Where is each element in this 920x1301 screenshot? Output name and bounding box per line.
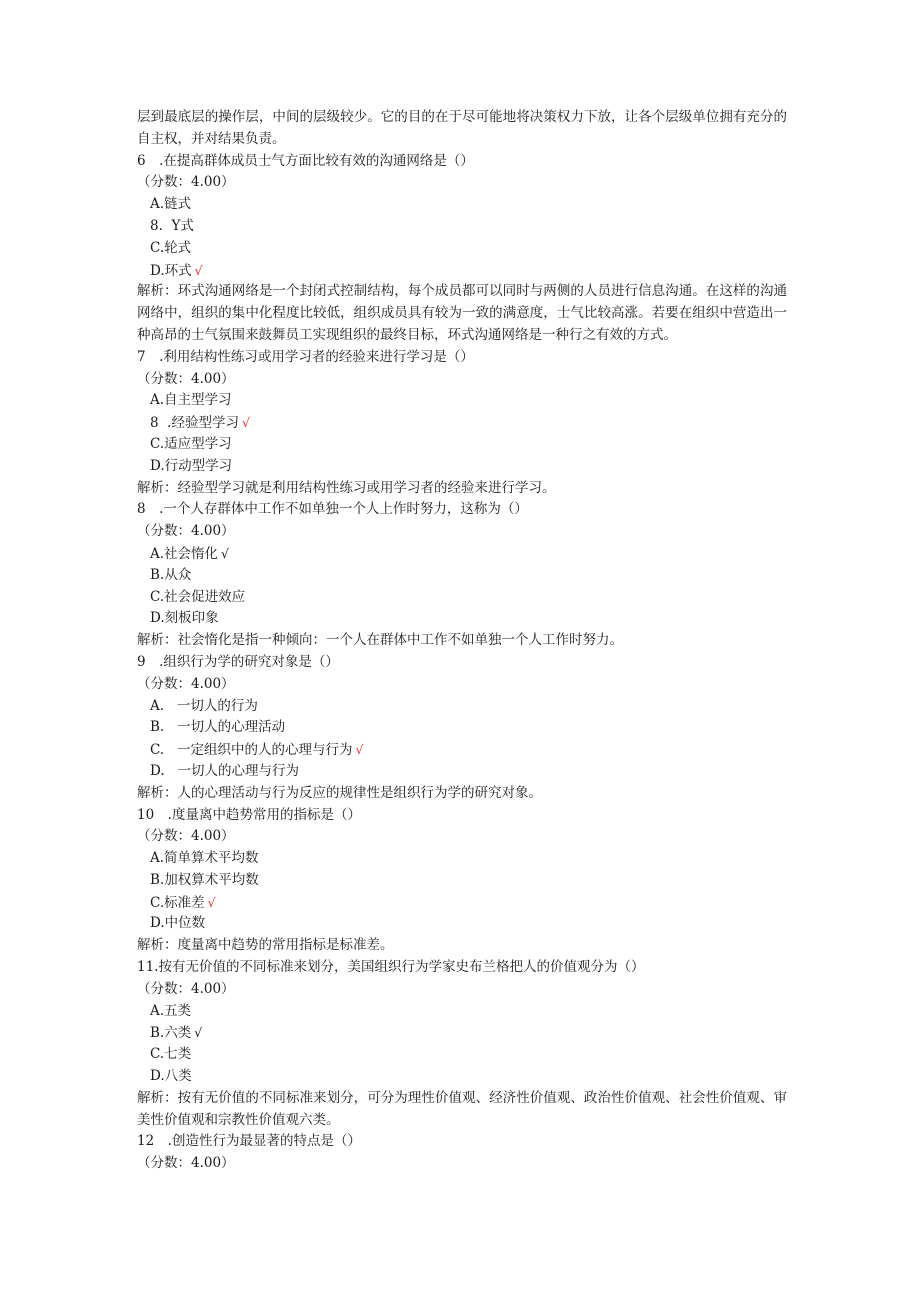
question-7-option-c[interactable]: C.适应型学习 bbox=[150, 435, 232, 452]
question-7-explanation: 解析：经验型学习就是利用结构性练习或用学习者的经验来进行学习。 bbox=[137, 479, 556, 496]
question-8-stem: 8 .一个人存群体中工作不如单独一个人上作时努力，这称为（） bbox=[137, 501, 528, 518]
question-8-option-c[interactable]: C.社会促进效应 bbox=[150, 588, 246, 605]
question-7-option-b[interactable]: 8 .经验型学习 √ bbox=[150, 415, 250, 432]
correct-check-icon: √ bbox=[355, 742, 364, 758]
correct-check-icon: √ bbox=[207, 894, 216, 910]
question-11-option-b[interactable]: B.六类 √ bbox=[150, 1025, 203, 1042]
question-10-option-b[interactable]: B.加权算术平均数 bbox=[150, 871, 259, 888]
question-8-explanation: 解析：社会惰化是指一种倾向：一个人在群体中工作不如单独一个人工作时努力。 bbox=[137, 632, 623, 649]
question-6-stem: 6 .在提高群体成员士气方面比较有效的沟通网络是（） bbox=[137, 152, 474, 169]
question-7-option-a[interactable]: A.自主型学习 bbox=[150, 392, 232, 409]
question-12-score: （分数：4.00） bbox=[137, 1155, 235, 1172]
question-8-option-b[interactable]: B.从众 bbox=[150, 566, 192, 583]
question-6-option-d[interactable]: D.环式 √ bbox=[150, 262, 203, 279]
question-11-stem: 11.按有无价值的不同标准来划分，美国组织行为学家史布兰格把人的价值观分为（） bbox=[137, 959, 645, 976]
question-11-explanation: 解析：按有无价值的不同标准来划分，可分为理性价值观、经济性价值观、政治性价值观、社会性价值观、审美性价值观和宗教性价值观六类。 bbox=[137, 1089, 787, 1128]
question-11-option-d[interactable]: D.八类 bbox=[150, 1068, 192, 1085]
question-9-score: （分数：4.00） bbox=[137, 675, 235, 692]
question-10-option-a[interactable]: A.简单算术平均数 bbox=[150, 850, 259, 867]
question-6-option-b[interactable]: 8. Y式 bbox=[150, 217, 194, 234]
question-10-explanation: 解析：度量离中趋势的常用指标是标准差。 bbox=[137, 937, 394, 954]
question-9-explanation: 解析：人的心理活动与行为反应的规律性是组织行为学的研究对象。 bbox=[137, 784, 542, 801]
question-10-score: （分数：4.00） bbox=[137, 828, 235, 845]
question-7-option-d[interactable]: D.行动型学习 bbox=[150, 457, 233, 474]
question-11-option-c[interactable]: C.七类 bbox=[150, 1046, 192, 1063]
question-6-score: （分数：4.00） bbox=[137, 174, 235, 191]
document-page bbox=[137, 107, 787, 1175]
question-10-stem: 10 .度量离中趋势常用的指标是（） bbox=[137, 806, 361, 823]
question-9-stem: 9 .组织行为学的研究对象是（） bbox=[137, 653, 339, 670]
intro-paragraph: 层到最底层的操作层，中间的层级较少。它的目的在于尽可能地将决策权力下放，让各个层级单位拥有充分的自主权，并对结果负责。 bbox=[137, 109, 787, 147]
question-11-option-a[interactable]: A.五类 bbox=[150, 1002, 192, 1019]
question-12-stem: 12 .创造性行为最显著的特点是（） bbox=[137, 1133, 361, 1150]
question-9-option-a[interactable]: A. 一切人的行为 bbox=[150, 697, 258, 714]
question-6-option-a[interactable]: A.链式 bbox=[150, 196, 192, 213]
question-6-option-c[interactable]: C.轮式 bbox=[150, 239, 192, 256]
correct-check-icon: √ bbox=[194, 1025, 203, 1041]
question-10-option-c[interactable]: C.标准差 √ bbox=[150, 894, 216, 911]
question-7-score: （分数：4.00） bbox=[137, 370, 235, 387]
question-11-score: （分数：4.00） bbox=[137, 980, 235, 997]
question-7-stem: 7 .利用结构性练习或用学习者的经验来进行学习是（） bbox=[137, 348, 474, 365]
question-8-option-d[interactable]: D.刻板印象 bbox=[150, 610, 219, 627]
correct-check-icon: √ bbox=[221, 545, 230, 561]
correct-check-icon: √ bbox=[241, 415, 250, 431]
question-9-option-c[interactable]: C. 一定组织中的人的心理与行为 √ bbox=[150, 742, 364, 759]
question-9-option-d[interactable]: D. 一切人的心理与行为 bbox=[150, 762, 300, 779]
question-10-option-d[interactable]: D.中位数 bbox=[150, 915, 206, 932]
correct-check-icon: √ bbox=[194, 262, 203, 278]
question-8-option-a[interactable]: A.社会惰化 √ bbox=[150, 545, 230, 562]
question-9-option-b[interactable]: B. 一切人的心理活动 bbox=[150, 719, 286, 736]
question-8-score: （分数：4.00） bbox=[137, 523, 235, 540]
question-6-explanation: 解析：环式沟通网络是一个封闭式控制结构，每个成员都可以同时与两侧的人员进行信息沟通。在这样的沟通网络中，组织的集中化程度比较低，组织成员具有较为一致的满意度，士气比较高涨。若要在组织中营造出一种高昂的士气氛围来鼓舞员工实现组织的最终目标，环式沟通网络是一种行之有效的方式。 bbox=[137, 283, 787, 343]
